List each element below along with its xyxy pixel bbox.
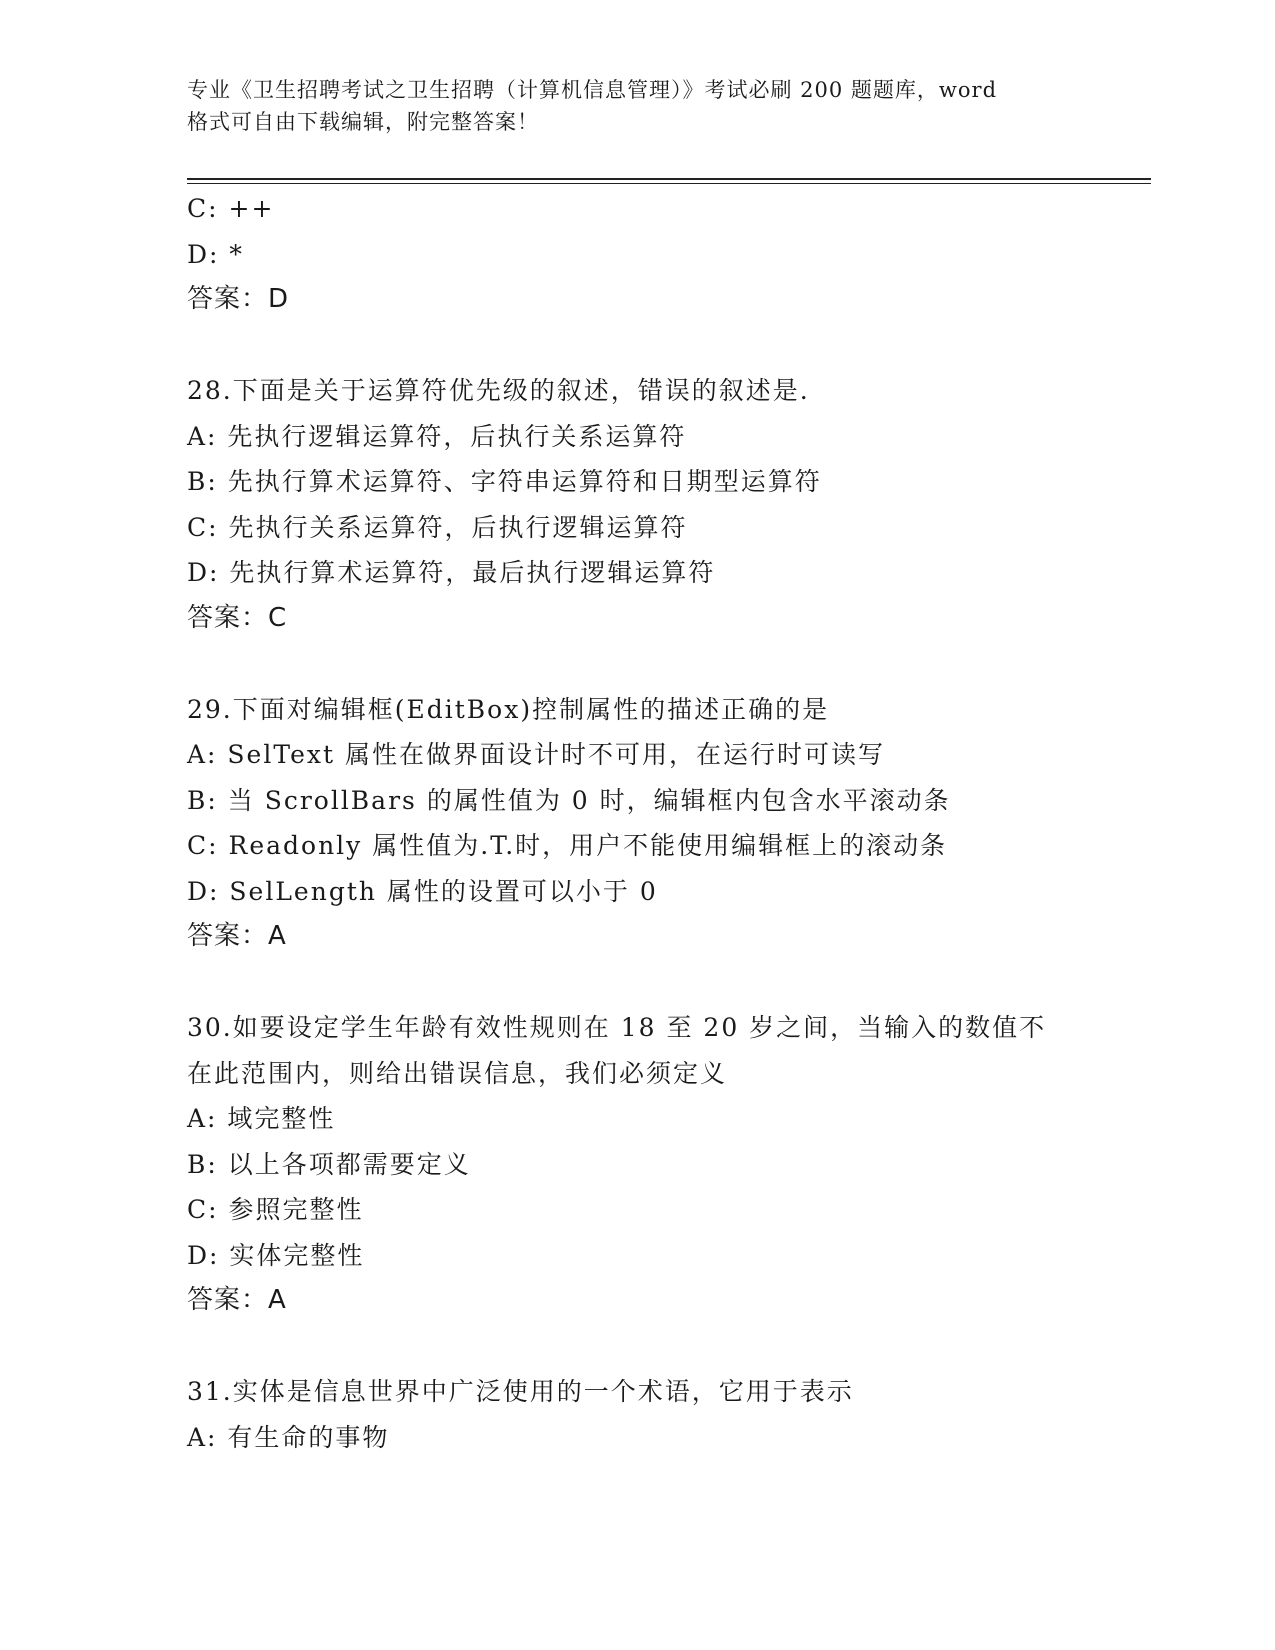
option-d: D: 先执行算术运算符，最后执行逻辑运算符 (187, 558, 716, 587)
option-c: C: ++ (187, 194, 275, 223)
option-b: B: 当 ScrollBars 的属性值为 0 时，编辑框内包含水平滚动条 (187, 785, 951, 815)
header-line-2: 格式可自由下载编辑，附完整答案！ (187, 110, 539, 134)
answer-line: 答案：C (187, 602, 288, 633)
option-c: C: Readonly 属性值为.T.时，用户不能使用编辑框上的滚动条 (187, 831, 948, 860)
question-stem: 31.实体是信息世界中广泛使用的一个术语，它用于表示 (187, 1377, 854, 1406)
block-gap (187, 960, 1087, 1006)
question-stem: 28.下面是关于运算符优先级的叙述，错误的叙述是. (187, 376, 810, 405)
question-block-28 (187, 368, 1087, 641)
question-block-29 (187, 687, 1087, 960)
answer-line: 答案：D (187, 284, 290, 314)
question-stem: 29.下面对编辑框(EditBox)控制属性的描述正确的是 (187, 694, 830, 724)
block-gap (187, 641, 1087, 687)
answer-line: 答案：A (187, 921, 287, 951)
header-rule-thin (187, 183, 1151, 184)
question-stem: 30.如要设定学生年龄有效性规则在 18 至 20 岁之间，当输入的数值不 (187, 1013, 1047, 1042)
question-block-30 (187, 1005, 1087, 1324)
option-d: D: * (187, 239, 244, 269)
question-content (187, 186, 1087, 1460)
header-rule-thick (187, 178, 1151, 180)
question-block-27 (187, 186, 1087, 323)
option-b: B: 先执行算术运算符、字符串运算符和日期型运算符 (187, 467, 822, 496)
block-gap (187, 323, 1087, 369)
option-d: D: SelLength 属性的设置可以小于 0 (187, 876, 658, 906)
answer-line: 答案：A (187, 1285, 287, 1315)
option-c: C: 先执行关系运算符，后执行逻辑运算符 (187, 512, 688, 542)
question-block-31 (187, 1369, 1087, 1460)
question-stem-continued: 在此范围内，则给出错误信息，我们必须定义 (187, 1058, 728, 1088)
document-header (187, 74, 1087, 138)
option-a: A: 域完整性 (187, 1104, 336, 1133)
header-line-1: 专业《卫生招聘考试之卫生招聘（计算机信息管理）》考试必刷 200 题题库，word (187, 78, 998, 102)
option-b: B: 以上各项都需要定义 (187, 1149, 471, 1179)
option-d: D: 实体完整性 (187, 1240, 365, 1270)
option-c: C: 参照完整性 (187, 1195, 364, 1224)
option-a: A: SelText 属性在做界面设计时不可用，在运行时可读写 (187, 740, 885, 769)
option-a: A: 先执行逻辑运算符，后执行关系运算符 (187, 421, 687, 451)
option-a: A: 有生命的事物 (187, 1422, 390, 1452)
block-gap (187, 1324, 1087, 1370)
